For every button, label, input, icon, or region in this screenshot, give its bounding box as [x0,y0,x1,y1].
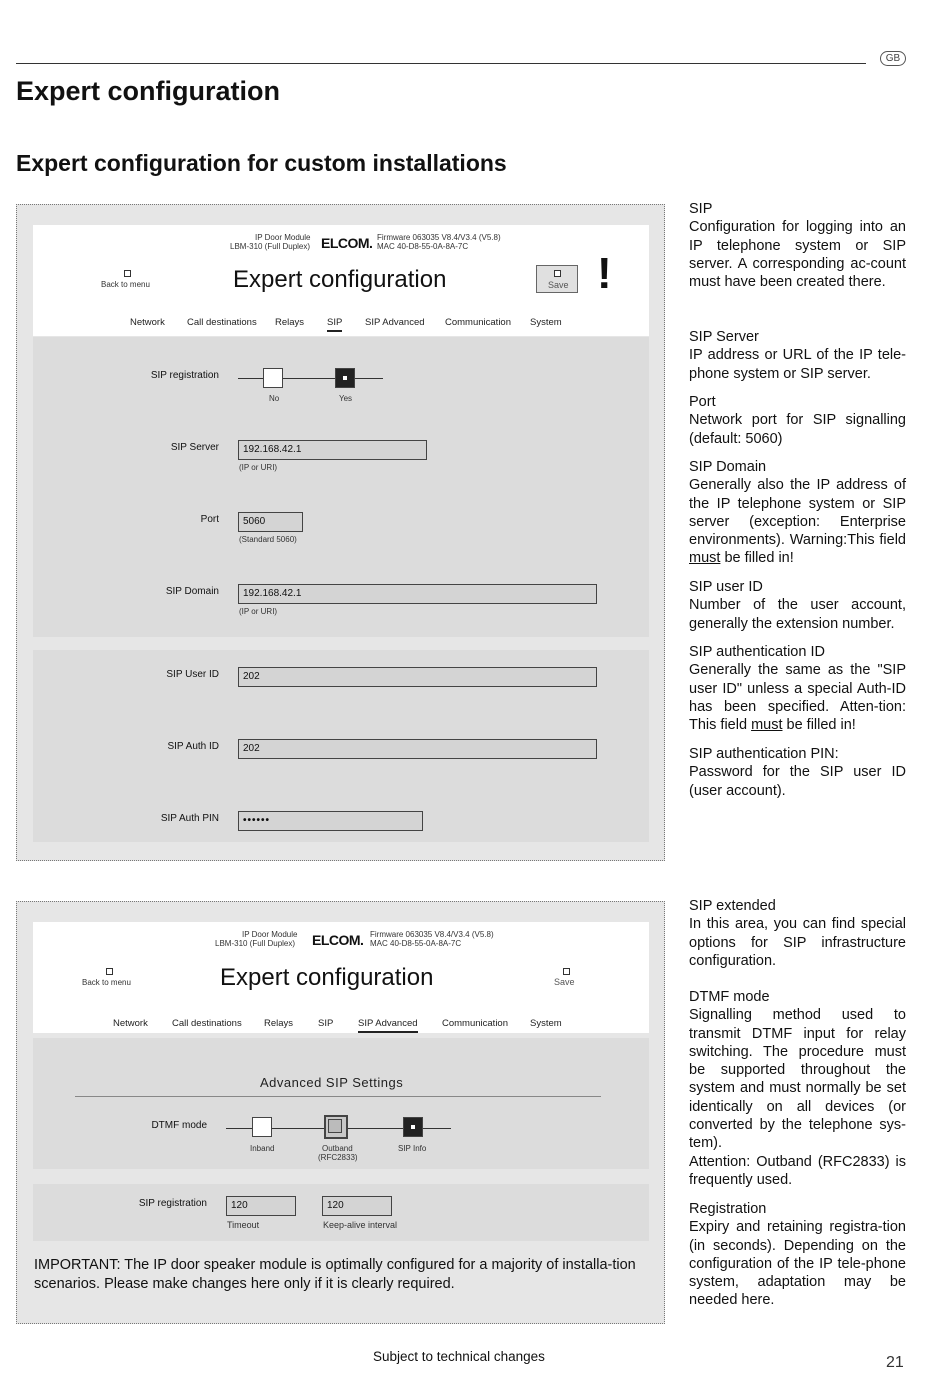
advanced-settings-heading: Advanced SIP Settings [260,1075,404,1090]
back-icon[interactable] [106,968,113,975]
sip-auth-pin-description [689,745,906,800]
dtmf-text: Signalling method used to transmit DTMF input for relay switching. The procedure must be supported throughout the system and must normally be set identically on all devices (or converted by the telephone sys-tem). [689,1007,906,1152]
userid-title: SIP user ID [689,579,763,595]
toggle-no[interactable] [263,368,283,388]
sip-description [689,200,906,291]
authid-text: Generally the same as the "SIP user ID" unless a special Auth-ID has been specified. Atten-tion: This field must be filled in! [689,662,906,734]
tab-relays[interactable]: Relays [264,1018,294,1029]
sip-server-label: SIP Server [170,442,219,453]
dtmf-outband-rfc-label: (RFC2833) [318,1153,358,1162]
dtmf-outband-label: Outband [322,1144,353,1153]
sip-server-description [689,328,906,383]
sip-user-id-description [689,578,906,633]
port-hint: (Standard 5060) [239,535,297,544]
important-note: IMPORTANT: The IP door speaker module is optimally configured for a majority of installa-tion scenarios. Please make changes here only if it is clearly required. [34,1257,636,1292]
device-model: LBM-310 (Full Duplex) [215,939,296,948]
section-divider [75,1096,601,1097]
server-text: IP address or URL of the IP tele-phone system or SIP server. [689,347,906,382]
device-model: LBM-310 (Full Duplex) [230,242,311,251]
sip-domain-label: SIP Domain [165,586,219,597]
port-title: Port [689,394,716,410]
dtmf-description [689,988,906,1189]
authid-title: SIP authentication ID [689,644,825,660]
tab-communication[interactable]: Communication [442,1018,508,1029]
tab-system[interactable]: System [530,1018,562,1029]
dtmf-inband-option[interactable] [252,1117,272,1137]
tab-sip[interactable]: SIP [318,1018,334,1029]
toggle-track [238,378,383,379]
sip-registration-label: SIP registration [150,370,219,381]
domain-title: SIP Domain [689,459,767,475]
warning-icon: ! [597,249,612,298]
sip-user-id-input[interactable]: 202 [238,667,597,687]
elcom-logo: ELCOM. [312,932,364,948]
sip-server-input[interactable]: 192.168.42.1 [238,440,427,460]
port-label: Port [200,514,219,525]
save-button[interactable]: Save [554,977,575,987]
dtmf-mode-label: DTMF mode [151,1120,207,1131]
sip-domain-hint: (IP or URI) [239,607,278,616]
screenshot-sip [16,204,665,861]
device-name: IP Door Module [242,930,298,939]
tab-sip-advanced[interactable]: SIP Advanced [365,317,425,328]
reg-title: Registration [689,1201,767,1217]
tab-call-destinations[interactable]: Call destinations [187,317,257,328]
toggle-no-label: No [269,394,280,403]
dtmf-title: DTMF mode [689,989,770,1005]
ext-title: SIP extended [689,898,776,914]
sip-text: Configuration for logging into an IP telephone system or SIP server. A corresponding ac-count must have been created there. [689,219,906,291]
page-number: 21 [886,1354,904,1371]
back-to-menu-link[interactable]: Back to menu [82,978,131,987]
userid-text: Number of the user account, generally the extension number. [689,597,906,632]
keepalive-label: Keep-alive interval [323,1220,398,1230]
tab-system[interactable]: System [530,317,562,328]
timeout-input[interactable]: 120 [226,1196,296,1216]
sip-auth-id-label: SIP Auth ID [167,741,219,752]
tab-communication[interactable]: Communication [445,317,511,328]
sip-auth-id-description [689,643,906,734]
back-to-menu-link[interactable]: Back to menu [101,280,150,289]
sip-extended-description [689,897,906,970]
sip-domain-input[interactable]: 192.168.42.1 [238,584,597,604]
reg-text: Expiry and retaining registra-tion (in seconds). Depending on the configuration of the IP tele-phone system, adaptation may be needed here. [689,1219,906,1309]
save-button[interactable]: Save [536,265,578,293]
top-rule [16,63,866,64]
toggle-yes-label: Yes [339,394,353,403]
device-name: IP Door Module [255,233,311,242]
save-icon[interactable] [563,968,570,975]
back-icon[interactable] [124,270,131,277]
dtmf-sipinfo-option[interactable] [403,1117,423,1137]
firmware-info: Firmware 063035 V8.4/V3.4 (V5.8) [370,930,494,939]
language-badge: GB [880,51,906,66]
firmware-info: Firmware 063035 V8.4/V3.4 (V5.8) [377,233,501,242]
dtmf-attention: Attention: Outband (RFC2833) is frequently used. [689,1153,906,1188]
tab-sip[interactable]: SIP [327,317,342,332]
registration-label: SIP registration [138,1198,207,1209]
elcom-logo: ELCOM. [321,235,373,251]
port-text: Network port for SIP signalling (default: 5060) [689,412,906,447]
toggle-yes[interactable] [335,368,355,388]
tab-network[interactable]: Network [130,317,165,328]
dtmf-sipinfo-label: SIP Info [398,1144,427,1153]
sip-server-hint: (IP or URI) [239,463,278,472]
section-title: Expert configuration for custom installations [16,150,507,176]
screen-heading: Expert configuration [220,964,434,991]
sip-title: SIP [689,201,713,217]
server-title: SIP Server [689,329,759,345]
tab-network[interactable]: Network [113,1018,148,1029]
dtmf-outband-option[interactable] [324,1115,348,1139]
page-title: Expert configuration [16,76,281,106]
domain-text: Generally also the IP address of the IP telephone system or SIP server (exception: Enterprise environments). Warning:This field must be filled in! [689,477,906,567]
dtmf-inband-label: Inband [250,1144,275,1153]
tab-call-destinations[interactable]: Call destinations [172,1018,242,1029]
sip-domain-description [689,458,906,568]
tab-relays[interactable]: Relays [275,317,305,328]
tab-sip-advanced[interactable]: SIP Advanced [358,1018,418,1033]
pin-title: SIP authentication PIN: [689,746,839,762]
keepalive-input[interactable]: 120 [322,1196,392,1216]
registration-description [689,1200,906,1310]
mac-info: MAC 40-D8-55-0A-8A-7C [377,242,469,251]
port-description [689,393,906,448]
screen-heading: Expert configuration [233,266,447,293]
footer-note: Subject to technical changes [373,1349,545,1364]
pin-text: Password for the SIP user ID (user account). [689,764,906,799]
sip-user-id-label: SIP User ID [166,669,219,680]
timeout-label: Timeout [227,1220,260,1230]
save-icon [554,270,561,277]
sip-auth-pin-label: SIP Auth PIN [160,813,219,824]
port-input[interactable]: 5060 [238,512,303,532]
ext-text: In this area, you can find special options for SIP infrastructure configuration. [689,916,906,969]
sip-auth-pin-input[interactable]: •••••• [238,811,423,831]
sip-auth-id-input[interactable]: 202 [238,739,597,759]
mac-info: MAC 40-D8-55-0A-8A-7C [370,939,462,948]
